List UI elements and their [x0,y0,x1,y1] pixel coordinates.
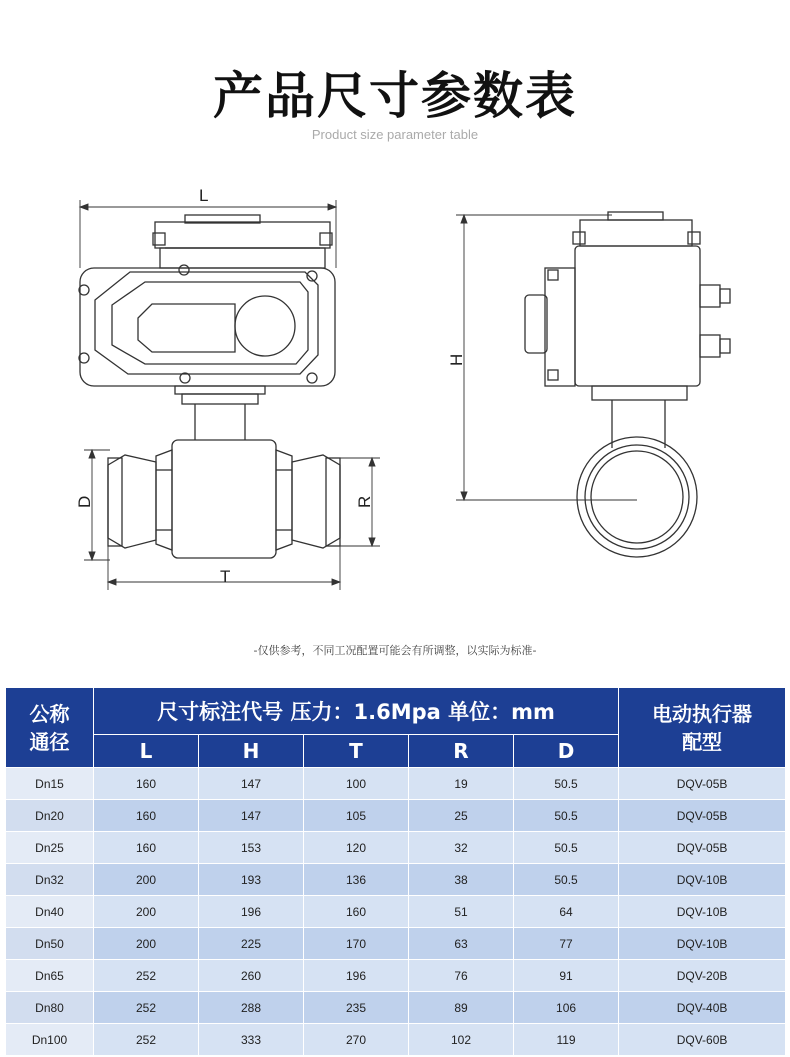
table-cell: 147 [199,768,304,800]
reference-note: -仅供参考，不同工况配置可能会有所调整，以实际为标准- [253,644,537,657]
table-cell: 170 [304,928,409,960]
table-cell: 160 [304,896,409,928]
table-cell: 160 [94,832,199,864]
table-cell: 333 [199,1024,304,1056]
table-row [6,800,786,832]
table-row [6,832,786,864]
table-cell: Dn80 [6,992,94,1024]
table-cell: DQV-05B [619,800,786,832]
table-cell: 77 [514,928,619,960]
table-cell: 105 [304,800,409,832]
table-cell: Dn50 [6,928,94,960]
table-cell: 260 [199,960,304,992]
table-cell: 19 [409,768,514,800]
table-cell: 160 [94,768,199,800]
table-row [6,960,786,992]
table-row [6,1024,786,1056]
table-cell: 225 [199,928,304,960]
table-cell: 51 [409,896,514,928]
table-cell: 196 [304,960,409,992]
table-cell: 270 [304,1024,409,1056]
table-cell: 160 [94,800,199,832]
subheader-l: L [94,735,199,768]
table-cell: DQV-10B [619,928,786,960]
parameter-table [5,687,786,1056]
table-cell: 252 [94,960,199,992]
table-cell: DQV-20B [619,960,786,992]
table-cell: 38 [409,864,514,896]
table-cell: DQV-40B [619,992,786,1024]
dim-label-H: H [447,353,466,366]
table-row [6,928,786,960]
table-cell: 200 [94,864,199,896]
table-cell: DQV-60B [619,1024,786,1056]
table-cell: 50.5 [514,864,619,896]
table-cell: Dn20 [6,800,94,832]
table-cell: 102 [409,1024,514,1056]
table-cell: DQV-10B [619,864,786,896]
page-title: 产品尺寸参数表 [213,67,577,125]
table-cell: 89 [409,992,514,1024]
table-cell: 76 [409,960,514,992]
table-cell: 193 [199,864,304,896]
table-cell: 235 [304,992,409,1024]
header-dimension-group: 尺寸标注代号 压力：1.6Mpa 单位：mm [94,688,619,735]
subheader-t: T [304,735,409,768]
table-cell: 147 [199,800,304,832]
table-cell: 288 [199,992,304,1024]
table-cell: DQV-10B [619,896,786,928]
table-cell: 64 [514,896,619,928]
table-cell: 120 [304,832,409,864]
table-cell: 136 [304,864,409,896]
table-cell: Dn100 [6,1024,94,1056]
table-row [6,992,786,1024]
dim-label-D: D [75,495,94,508]
table-row [6,864,786,896]
table-cell: 196 [199,896,304,928]
dim-label-T: T [220,567,231,586]
table-cell: 200 [94,896,199,928]
table-cell: 91 [514,960,619,992]
page-subtitle: Product size parameter table [311,127,479,142]
table-cell: 50.5 [514,768,619,800]
table-cell: 153 [199,832,304,864]
table-row [6,768,786,800]
table-body [6,768,786,1056]
table-cell: DQV-05B [619,768,786,800]
table-cell: 63 [409,928,514,960]
table-cell: 25 [409,800,514,832]
dim-label-R: R [355,495,374,508]
table-cell: 200 [94,928,199,960]
table-cell: Dn25 [6,832,94,864]
table-cell: Dn65 [6,960,94,992]
subheader-h: H [199,735,304,768]
table-cell: 100 [304,768,409,800]
subheader-r: R [409,735,514,768]
table-row [6,896,786,928]
table-cell: Dn32 [6,864,94,896]
table-cell: 50.5 [514,800,619,832]
table-cell: 252 [94,1024,199,1056]
subheader-d: D [514,735,619,768]
table-cell: 119 [514,1024,619,1056]
table-cell: Dn40 [6,896,94,928]
dim-label-L: L [199,186,209,205]
header-nominal-diameter: 公称 通径 [6,688,94,768]
table-cell: 252 [94,992,199,1024]
table-cell: 50.5 [514,832,619,864]
table-cell: DQV-05B [619,832,786,864]
table-cell: 106 [514,992,619,1024]
header-actuator-model: 电动执行器 配型 [619,688,786,768]
table-cell: Dn15 [6,768,94,800]
table-cell: 32 [409,832,514,864]
valve-technical-drawing [0,170,790,610]
